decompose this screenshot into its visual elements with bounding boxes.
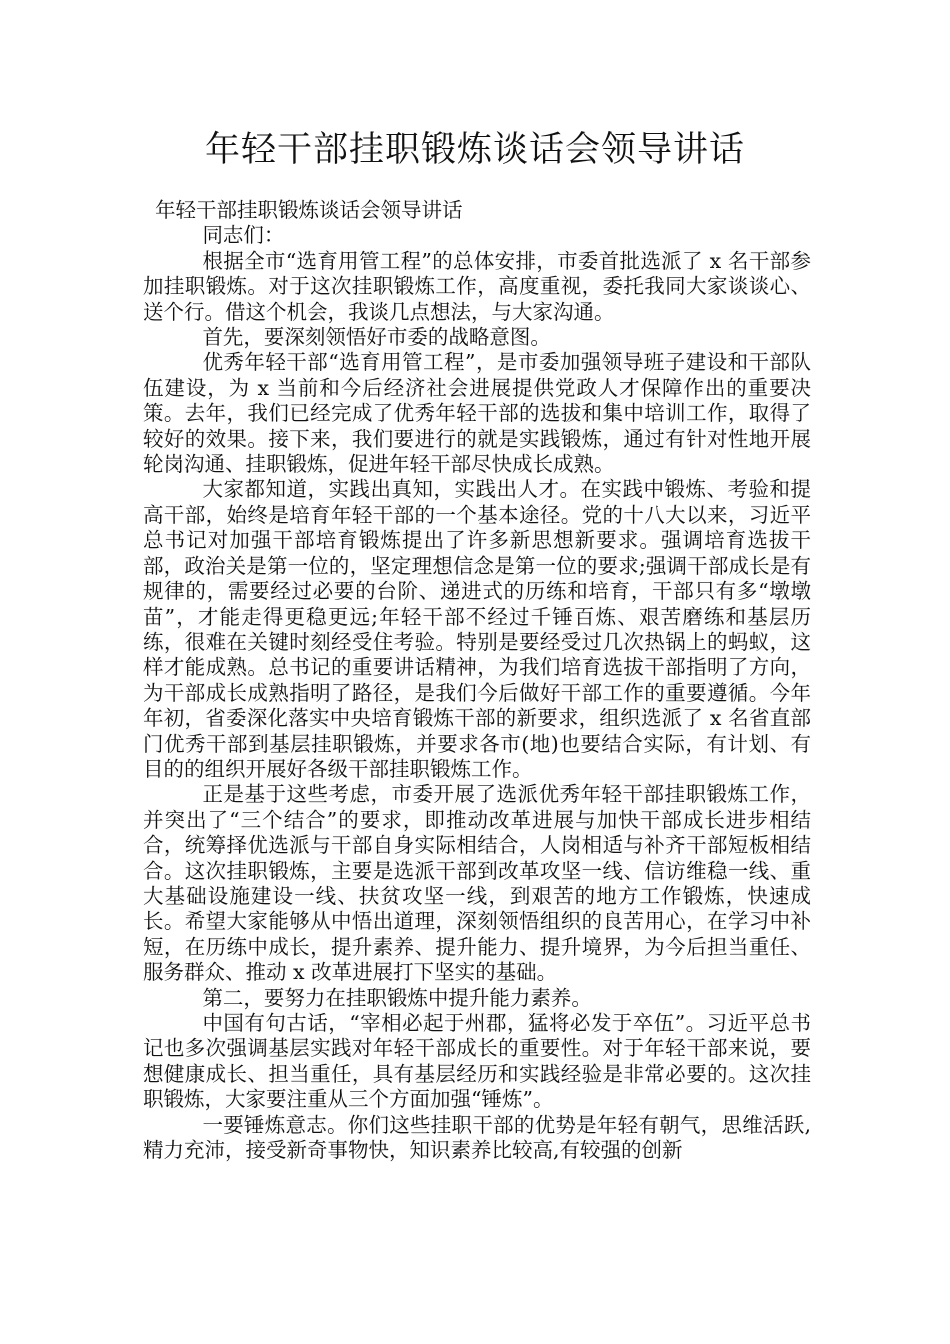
section-heading: 第二，要努力在挂职锻炼中提升能力素养。 [202, 985, 592, 1010]
paragraph: 一要锤炼意志。你们这些挂职干部的优势是年轻有朝气，思维活跃,精力充沛，接受新奇事物快，知识素养比较高,有较强的创新 [143, 1112, 811, 1163]
paragraph: 根据全市“选育用管工程”的总体安排，市委首批选派了 x 名干部参加挂职锻炼。对于这次挂职锻炼工作，高度重视，委托我同大家谈谈心、送个行。借这个机会，我谈几点想法，与大家沟通。 [143, 248, 811, 324]
document-body [143, 198, 811, 1163]
paragraph: 正是基于这些考虑，市委开展了选派优秀年轻干部挂职锻炼工作，并突出了“三个结合”的要求，即推动改革进展与加快干部成长进步相结合，统筹择优选派与干部自身实际相结合，人岗相适与补齐干部短板相结合。这次挂职锻炼，主要是选派干部到改革攻坚一线、信访维稳一线、重大基础设施建设一线、扶贫攻坚一线，到艰苦的地方工作锻炼，快速成长。希望大家能够从中悟出道理，深刻领悟组织的良苦用心，在学习中补短，在历练中成长，提升素养、提升能力、提升境界，为今后担当重任、服务群众、推动 x 改革进展打下坚实的基础。 [143, 782, 811, 985]
paragraph: 中国有句古话，“宰相必起于州郡，猛将必发于卒伍”。习近平总书记也多次强调基层实践对年轻干部成长的重要性。对于年轻干部来说，要想健康成长、担当重任，具有基层经历和实践经验是非常必要的。这次挂职锻炼，大家要注重从三个方面加强“锤炼”。 [143, 1011, 811, 1112]
document-title: 年轻干部挂职锻炼谈话会领导讲话 [204, 130, 745, 170]
paragraph: 优秀年轻干部“选育用管工程”，是市委加强领导班子建设和干部队伍建设，为 x 当前和今后经济社会进展提供党政人才保障作出的重要决策。去年，我们已经完成了优秀年轻干部的选拔和集中培训工作，取得了较好的效果。接下来，我们要进行的就是实践锻炼，通过有针对性地开展轮岗沟通、挂职锻炼，促进年轻干部尽快成长成熟。 [143, 350, 811, 477]
document-subtitle: 年轻干部挂职锻炼谈话会领导讲话 [155, 198, 463, 222]
paragraph: 大家都知道，实践出真知，实践出人才。在实践中锻炼、考验和提高干部，始终是培育年轻干部的一个基本途径。党的十八大以来，习近平总书记对加强干部培育锻炼提出了许多新思想新要求。强调培育选拔干部，政治关是第一位的，坚定理想信念是第一位的要求;强调干部成长是有规律的，需要经过必要的台阶、递进式的历练和培育，干部只有多“墩墩苗”，才能走得更稳更远;年轻干部不经过千锤百炼、艰苦磨练和基层历练，很难在关键时刻经受住考验。特别是要经受过几次热锅上的蚂蚁，这样才能成熟。总书记的重要讲话精神，为我们培育选拔干部指明了方向，为干部成长成熟指明了路径，是我们今后做好干部工作的重要遵循。今年年初，省委深化落实中央培育锻炼干部的新要求，组织选派了 x 名省直部门优秀干部到基层挂职锻炼，并要求各市(地)也要结合实际，有计划、有目的的组织开展好各级干部挂职锻炼工作。 [143, 477, 811, 781]
section-heading: 首先，要深刻领悟好市委的战略意图。 [202, 325, 551, 350]
salutation: 同志们： [202, 223, 285, 248]
